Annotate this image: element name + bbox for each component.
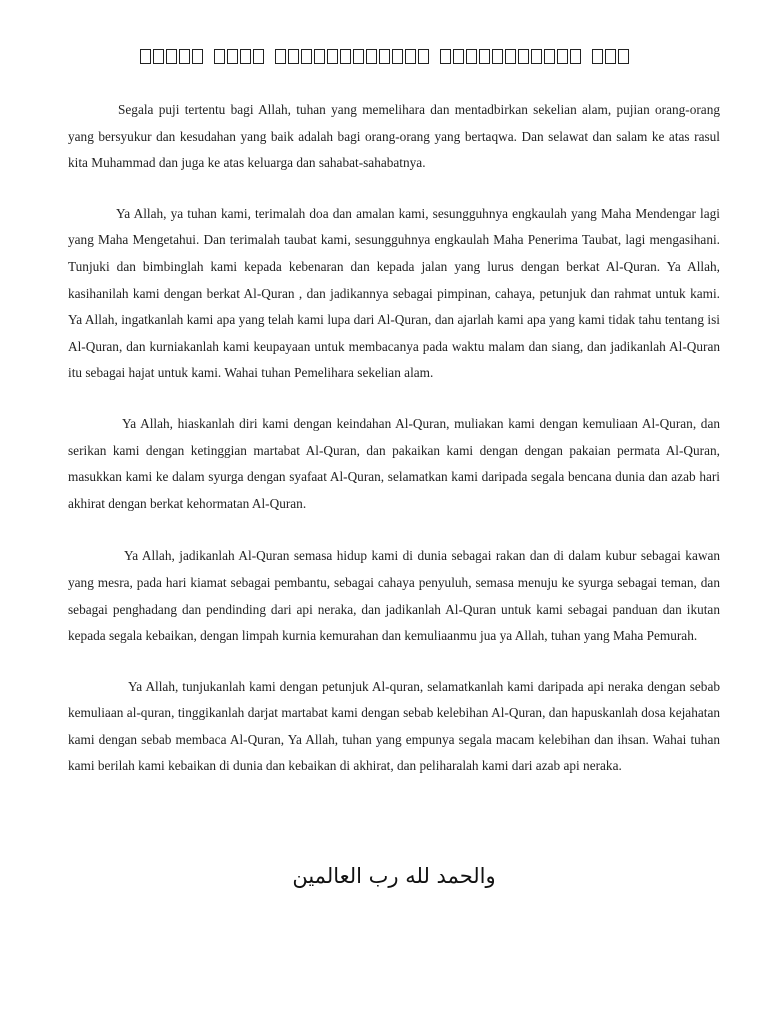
missing-glyph-box xyxy=(592,49,603,64)
missing-glyph-box xyxy=(518,49,529,64)
missing-glyph-box xyxy=(544,49,555,64)
paragraph-opening: Segala puji tertentu bagi Allah, tuhan yang memelihara dan mentadbirkan sekelian alam, pujian orang-orang yang bersyukur dan kesudahan yang baik adalah bagi orang-orang yang bertaqwa. Dan selawat dan salam ke atas rasul kita Muhammad dan juga ke atas keluarga dan sahabat-sahabatnya. xyxy=(68,102,720,171)
missing-glyph-box xyxy=(179,49,190,64)
missing-glyph-box xyxy=(366,49,377,64)
missing-glyph-box xyxy=(379,49,390,64)
missing-glyph-box xyxy=(466,49,477,64)
paragraph-prayer-adornment: Ya Allah, hiaskanlah diri kami dengan keindahan Al-Quran, muliakan kami dengan kemuliaan Al-Quran, dan serikan kami dengan ketinggian martabat Al-Quran, dan pakaikan kami dengan dengan pakaian permata Al-Quran, masukkan kami ke dalam syurga dengan syafaat Al-Quran, selamatkan kami daripada segala bencana dunia dan azab hari akhirat dengan berkat kehormatan Al-Quran. xyxy=(68,415,720,511)
missing-glyph-box xyxy=(166,49,177,64)
missing-glyph-box xyxy=(605,49,616,64)
document-title xyxy=(0,46,768,65)
missing-glyph-box xyxy=(253,49,264,64)
missing-glyph-box xyxy=(214,49,225,64)
missing-glyph-box xyxy=(570,49,581,64)
missing-glyph-box xyxy=(405,49,416,64)
missing-glyph-box xyxy=(479,49,490,64)
paragraph-prayer-companion: Ya Allah, jadikanlah Al-Quran semasa hidup kami di dunia sebagai rakan dan di dalam kubur sebagai kawan yang mesra, pada hari kiamat sebagai pembantu, sebagai cahaya penyuluh, semasa menuju ke syurga sebagai teman, dan sebagai penghadang dan pendinding dari api neraka, dan jadikanlah Al-Quran untuk kami sebagai panduan dan ikutan kepada segala kebaikan, dengan limpah kurnia kemurahan dan kemuliaanmu jua ya Allah, tuhan yang Maha Pemurah. xyxy=(68,548,720,644)
missing-glyph-box xyxy=(353,49,364,64)
missing-glyph-box xyxy=(492,49,503,64)
missing-glyph-box xyxy=(557,49,568,64)
missing-glyph-box xyxy=(418,49,429,64)
paragraph-prayer-guidance: Ya Allah, tunjukanlah kami dengan petunjuk Al-quran, selamatkanlah kami daripada api neraka dengan sebab kemuliaan al-quran, tinggikanlah darjat martabat kami dengan sebab kelebihan Al-Quran, dan hapuskanlah dosa kejahatan kami dengan sebab membaca Al-Quran, Ya Allah, tuhan yang empunya segala macam kelebihan dan ihsan. Wahai tuhan kami berilah kami kebaikan di dunia dan kebaikan di akhirat, dan peliharalah kami dari azab api neraka. xyxy=(68,678,720,774)
missing-glyph-box xyxy=(240,49,251,64)
missing-glyph-box xyxy=(301,49,312,64)
missing-glyph-box xyxy=(440,49,451,64)
missing-glyph-box xyxy=(288,49,299,64)
missing-glyph-box xyxy=(392,49,403,64)
missing-glyph-box xyxy=(275,49,286,64)
missing-glyph-box xyxy=(505,49,516,64)
missing-glyph-box xyxy=(531,49,542,64)
missing-glyph-box xyxy=(192,49,203,64)
missing-glyph-box xyxy=(618,49,629,64)
missing-glyph-box xyxy=(453,49,464,64)
missing-glyph-box xyxy=(227,49,238,64)
closing-arabic-line: والحمد لله رب العالمين xyxy=(292,864,496,888)
paragraph-prayer-acceptance: Ya Allah, ya tuhan kami, terimalah doa dan amalan kami, sesungguhnya engkaulah yang Maha Mendengar lagi yang Maha Mengetahui. Dan terimalah taubat kami, sesungguhnya engkaulah Maha Penerima Taubat, lagi mengasihani. Tunjuki dan bimbinglah kami kepada kebenaran dan kepada jalan yang lurus dengan berkat Al-Quran. Ya Allah, kasihanilah kami dengan berkat Al-Quran , dan jadikannya sebagai pimpinan, cahaya, petunjuk dan rahmat untuk kami. Ya Allah, ingatkanlah kami apa yang telah kami lupa dari Al-Quran, dan ajarlah kami apa yang kami tidak tahu tentang isi Al-Quran, dan kurniakanlah kami keupayaan untuk membacanya pada waktu malam dan siang, dan jadikanlah Al-Quran itu sebagai hajat untuk kami. Wahai tuhan Pemelihara sekelian alam. xyxy=(68,205,720,381)
missing-glyph-box xyxy=(327,49,338,64)
missing-glyph-box xyxy=(153,49,164,64)
missing-glyph-box xyxy=(340,49,351,64)
missing-glyph-box xyxy=(314,49,325,64)
missing-glyph-box xyxy=(140,49,151,64)
document-body xyxy=(68,97,720,780)
